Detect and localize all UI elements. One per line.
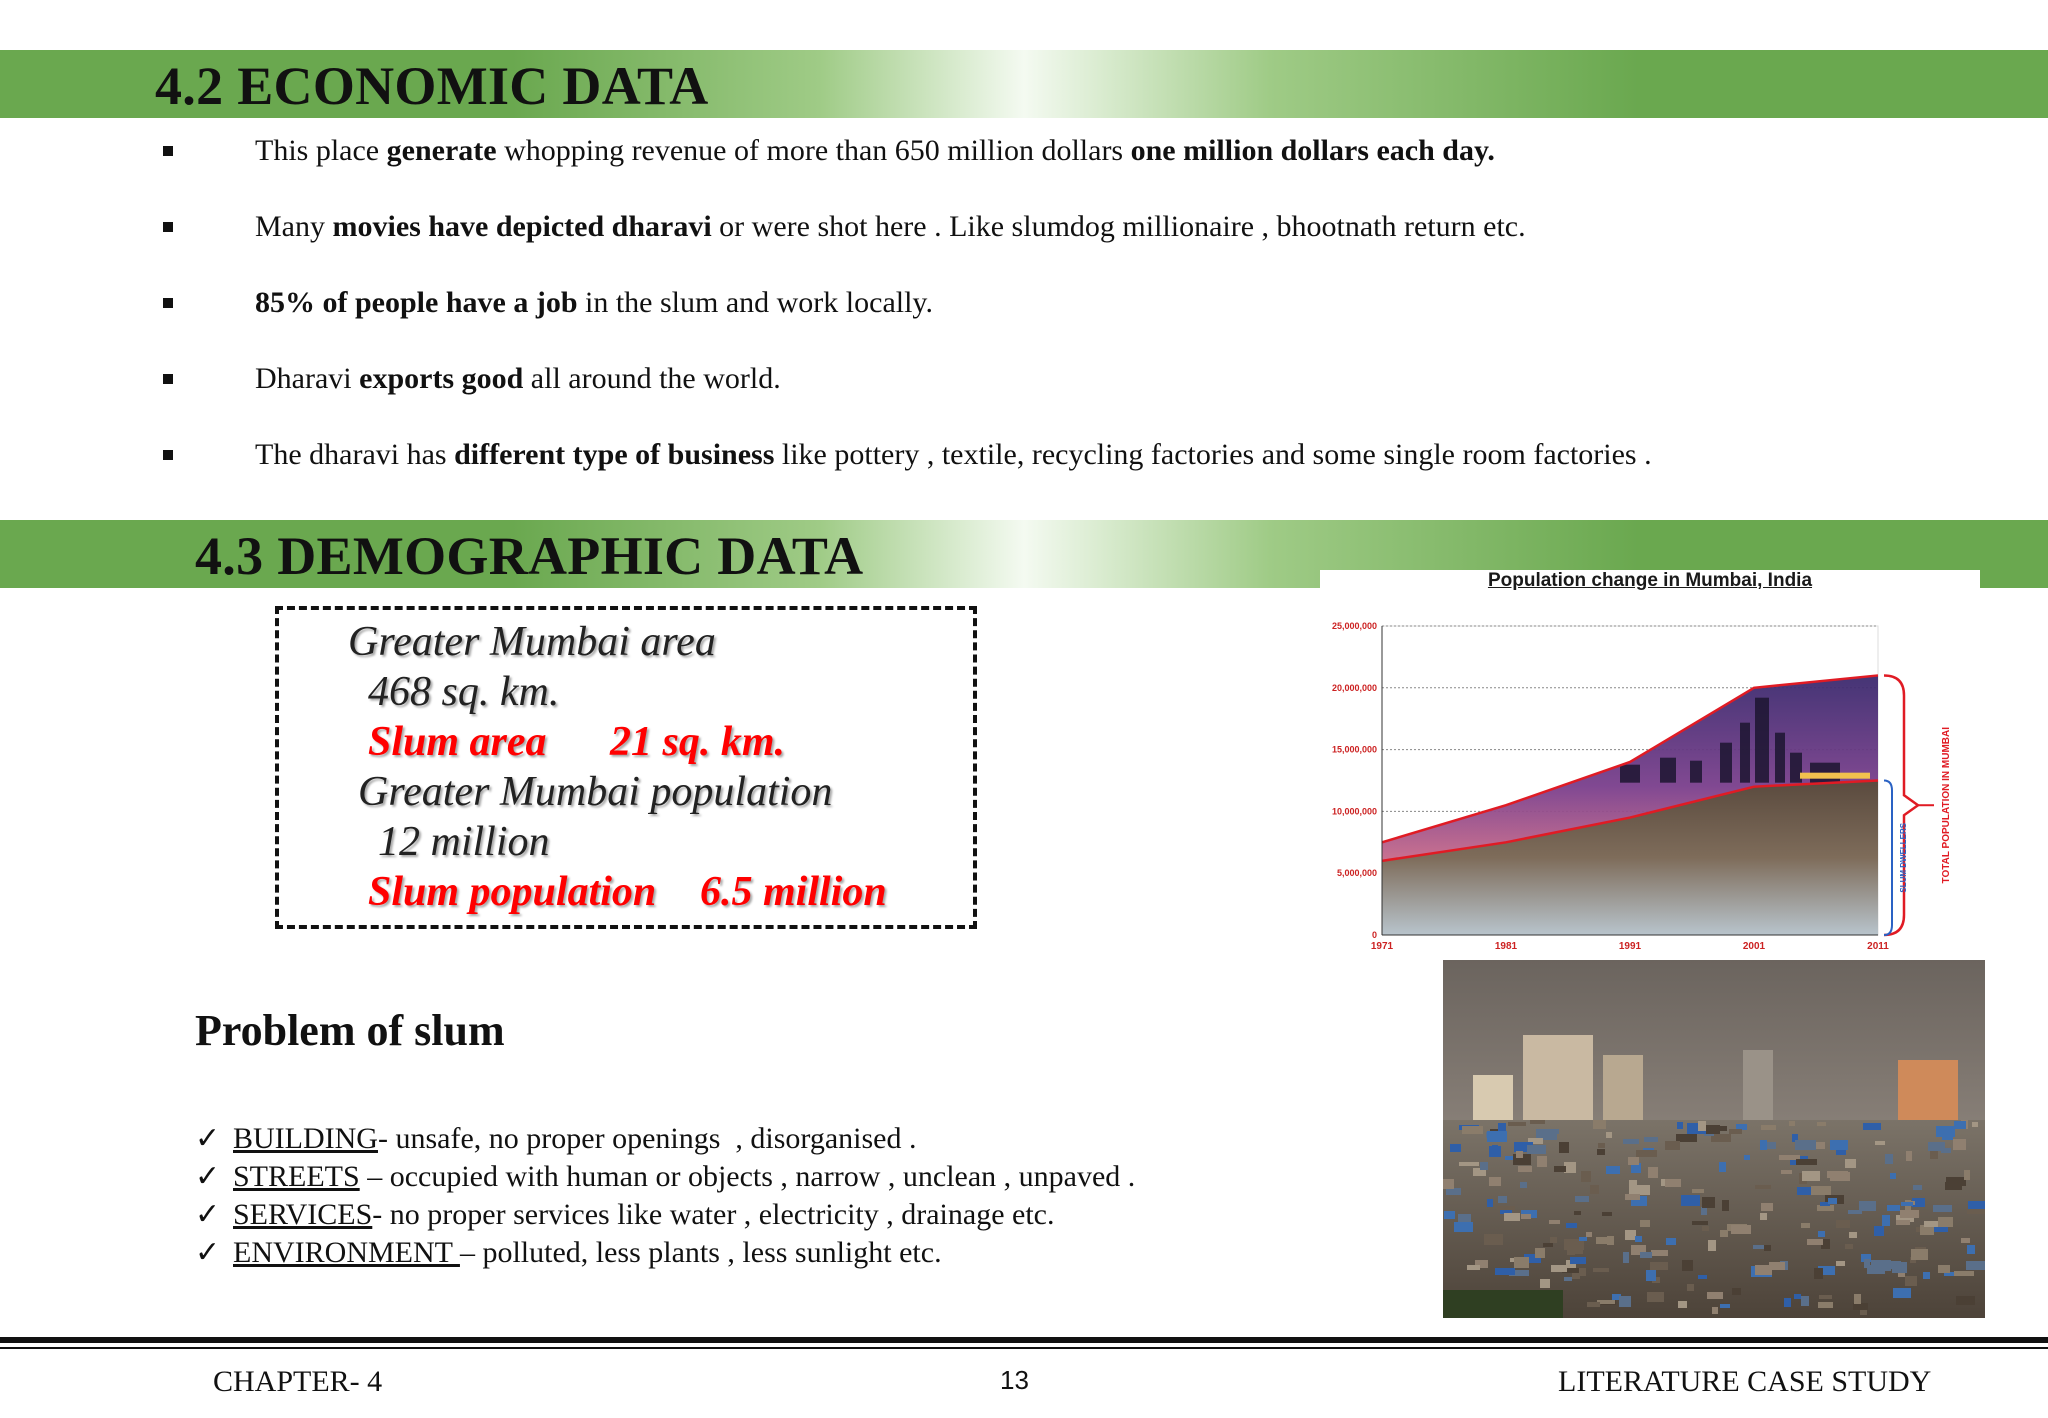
- roof-patch: [1707, 1292, 1723, 1299]
- bullet-square-icon: [163, 450, 173, 460]
- problem-key: ENVIRONMENT: [233, 1236, 460, 1269]
- skyline-building: [1720, 743, 1732, 783]
- roof-patch: [1712, 1307, 1718, 1314]
- greater-mumbai-population-value: 12 million: [378, 819, 550, 865]
- roof-patch: [1761, 1125, 1776, 1130]
- list-item: [195, 1234, 1135, 1272]
- roof-patch: [1864, 1259, 1870, 1268]
- x-tick-label: 2001: [1742, 941, 1766, 952]
- bullet-square-icon: [163, 298, 173, 308]
- roof-patch: [1764, 1245, 1771, 1251]
- roof-patch: [1665, 1141, 1680, 1150]
- problem-text: - unsafe, no proper openings , disorganised .: [377, 1122, 917, 1155]
- roof-patch: [1665, 1179, 1681, 1187]
- roof-patch: [1625, 1194, 1640, 1200]
- checkmark-icon: ✓: [195, 1198, 221, 1231]
- problem-key: STREETS: [233, 1160, 360, 1193]
- roof-patch: [1817, 1122, 1826, 1126]
- page-number: 13: [1000, 1365, 1029, 1395]
- roof-patch: [1570, 1257, 1586, 1264]
- roof-patch: [1836, 1220, 1850, 1228]
- roof-patch: [1678, 1301, 1687, 1308]
- checkmark-icon: ✓: [195, 1122, 221, 1155]
- roof-patch: [1827, 1171, 1848, 1178]
- series-label-slum: SLUM DWELLERS: [1899, 822, 1908, 893]
- bullet-run: like pottery , textile, recycling factories and some single room factories .: [774, 438, 1652, 471]
- roof-patch: [1597, 1149, 1605, 1155]
- roof-patch: [1760, 1140, 1767, 1150]
- roof-patch: [1945, 1182, 1962, 1190]
- roof-patch: [1623, 1139, 1639, 1144]
- roof-patch: [1796, 1159, 1817, 1165]
- footer-chapter: CHAPTER- 4: [213, 1365, 383, 1398]
- roof-patch: [1731, 1225, 1751, 1234]
- bullet-run: whopping revenue of more than 650 million dollars: [496, 134, 1131, 167]
- roof-patch: [1462, 1126, 1483, 1134]
- roof-patch: [1898, 1273, 1905, 1277]
- roof-patch: [1554, 1166, 1566, 1172]
- roof-patch: [1848, 1210, 1862, 1214]
- slum-population-value: 6.5 million: [700, 869, 887, 915]
- roof-patch: [1732, 1288, 1741, 1295]
- roof-patch: [1913, 1185, 1922, 1190]
- roof-patch: [1954, 1121, 1966, 1129]
- slum-area-value: 21 sq. km.: [610, 719, 786, 765]
- bullet-text: [195, 278, 933, 328]
- bullet-square-icon: [163, 222, 173, 232]
- bullet-run: Many: [255, 210, 333, 243]
- slum-aerial-illustration: [1443, 960, 1985, 1318]
- section-title-demographic: 4.3 DEMOGRAPHIC DATA: [195, 526, 864, 586]
- roof-patch: [1572, 1273, 1580, 1279]
- bullet-run: This place: [255, 134, 387, 167]
- roof-patch: [1623, 1252, 1629, 1263]
- bullet-run: in the slum and work locally.: [577, 286, 933, 319]
- y-tick-label: 5,000,000: [1336, 868, 1377, 879]
- roof-patch: [1516, 1151, 1523, 1158]
- roof-patch: [1801, 1223, 1810, 1228]
- roof-patch: [1828, 1198, 1837, 1204]
- x-tick-label: 2011: [1867, 941, 1889, 952]
- bullet-run: Dharavi: [255, 362, 360, 395]
- bullet-run: The dharavi has: [255, 438, 455, 471]
- roof-patch: [1692, 1221, 1708, 1225]
- roof-patch: [1446, 1188, 1461, 1195]
- problem-list: [195, 1120, 1135, 1272]
- roof-patch: [1900, 1210, 1919, 1218]
- roof-patch: [1517, 1262, 1528, 1266]
- roof-patch: [1911, 1249, 1928, 1260]
- roof-patch: [1537, 1156, 1547, 1167]
- list-item: [195, 1120, 1135, 1158]
- roof-patch: [1640, 1252, 1652, 1258]
- roof-patch: [1698, 1275, 1707, 1279]
- roof-patch: [1650, 1262, 1668, 1270]
- roof-patch: [1845, 1244, 1853, 1249]
- roof-patch: [1722, 1200, 1729, 1211]
- bullet-emphasis: one million dollars each day.: [1130, 134, 1495, 167]
- roof-patch: [1784, 1298, 1791, 1307]
- roof-patch: [1504, 1213, 1520, 1221]
- roof-patch: [1836, 1261, 1845, 1266]
- roof-patch: [1587, 1302, 1600, 1307]
- roof-patch: [1729, 1129, 1742, 1134]
- roof-patch: [1647, 1292, 1664, 1302]
- roof-patch: [1968, 1201, 1985, 1209]
- roof-patch: [1701, 1207, 1707, 1215]
- roof-patch: [1606, 1166, 1620, 1174]
- series-label-total: TOTAL POPULATION IN MUMBAI: [1941, 726, 1952, 884]
- skyline-building: [1690, 761, 1702, 783]
- slum-aerial-photo: [1443, 960, 1985, 1318]
- footer-rule-thin: [0, 1347, 2048, 1349]
- chart-plot: [1320, 570, 1980, 955]
- roof-patch: [1818, 1302, 1833, 1308]
- roof-patch: [1885, 1154, 1893, 1164]
- roof-patch: [1797, 1187, 1811, 1195]
- roof-patch: [1938, 1217, 1953, 1227]
- roof-patch: [1581, 1171, 1591, 1182]
- roof-patch: [1896, 1220, 1910, 1225]
- skyline-building: [1740, 723, 1750, 783]
- bullet-emphasis: movies have depicted dharavi: [332, 210, 712, 243]
- roof-patch: [1845, 1159, 1856, 1168]
- roof-patch: [1593, 1120, 1606, 1129]
- roof-patch: [1941, 1148, 1951, 1153]
- roof-patch: [1566, 1223, 1577, 1228]
- roof-patch: [1874, 1226, 1884, 1236]
- roof-patch: [1646, 1270, 1656, 1281]
- roof-patch: [1854, 1294, 1861, 1304]
- roof-patch: [1508, 1122, 1526, 1126]
- roof-patch: [1467, 1265, 1480, 1270]
- bullet-text: [195, 126, 1495, 176]
- roof-patch: [1535, 1248, 1545, 1258]
- bullet-square-icon: [163, 374, 173, 384]
- problem-text: - no proper services like water , electricity , drainage etc.: [372, 1198, 1055, 1231]
- section-title-economic: 4.2 ECONOMIC DATA: [155, 56, 709, 116]
- roof-patch: [1527, 1145, 1546, 1154]
- roof-patch: [1702, 1226, 1709, 1231]
- roof-patch: [1677, 1122, 1683, 1129]
- roof-patch: [1579, 1237, 1587, 1241]
- roof-patch: [1789, 1121, 1795, 1126]
- economic-bullet-list: [195, 126, 1652, 506]
- chart-title: Population change in Mumbai, India: [1487, 570, 1813, 591]
- footer-section: LITERATURE CASE STUDY: [1558, 1365, 1932, 1398]
- roof-patch: [1930, 1151, 1938, 1159]
- roof-patch: [1795, 1140, 1816, 1150]
- problem-key: SERVICES: [233, 1198, 373, 1231]
- list-item: [195, 354, 1652, 430]
- roof-patch: [1849, 1232, 1857, 1238]
- total-population-brace: [1884, 675, 1918, 935]
- y-tick-label: 20,000,000: [1331, 682, 1377, 693]
- roof-patch: [1807, 1239, 1823, 1245]
- skyline-lights: [1800, 773, 1870, 779]
- roof-patch: [1574, 1243, 1583, 1254]
- slum-dwellers-brace: [1884, 781, 1892, 936]
- problem-key: BUILDING: [233, 1122, 378, 1155]
- roof-patch: [1933, 1205, 1952, 1212]
- roof-patch: [1497, 1206, 1515, 1210]
- roof-patch: [1596, 1237, 1610, 1244]
- roof-patch: [1530, 1120, 1545, 1124]
- bullet-emphasis: 85% of people have a job: [255, 286, 578, 319]
- roof-patch: [1443, 1179, 1454, 1189]
- roof-patch: [1794, 1294, 1801, 1299]
- y-tick-label: 10,000,000: [1331, 806, 1377, 817]
- slum-population-label: Slum population: [368, 869, 657, 915]
- roof-patch: [1459, 1162, 1479, 1166]
- list-item: [195, 1196, 1135, 1234]
- skyline-building: [1775, 733, 1785, 783]
- roof-patch: [1781, 1170, 1792, 1174]
- roof-patch: [1967, 1245, 1975, 1254]
- list-item: [195, 202, 1652, 278]
- problem-heading: Problem of slum: [195, 1006, 505, 1055]
- roof-patch: [1875, 1141, 1885, 1145]
- bullet-square-icon: [163, 146, 173, 156]
- roof-patch: [1887, 1205, 1900, 1211]
- roof-patch: [1681, 1195, 1700, 1206]
- y-tick-label: 25,000,000: [1331, 621, 1377, 631]
- checkmark-icon: ✓: [195, 1160, 221, 1193]
- roof-patch: [1682, 1260, 1693, 1271]
- roof-patch: [1966, 1261, 1985, 1270]
- population-chart: [1320, 570, 1980, 955]
- roof-patch: [1651, 1250, 1668, 1256]
- roof-patch: [1487, 1131, 1507, 1142]
- roof-patch: [1830, 1140, 1848, 1150]
- roof-patch: [1702, 1197, 1715, 1208]
- x-tick-label: 1981: [1494, 941, 1518, 952]
- roof-patch: [1450, 1144, 1461, 1152]
- skyline-building: [1620, 765, 1640, 783]
- roof-patch: [1574, 1211, 1581, 1215]
- greater-mumbai-population-label: Greater Mumbai population: [358, 769, 833, 815]
- list-item: [195, 126, 1652, 202]
- bullet-run: or were shot here . Like slumdog millionaire , bhootnath return etc.: [711, 210, 1526, 243]
- y-tick-label: 15,000,000: [1331, 744, 1377, 755]
- roof-patch: [1769, 1262, 1785, 1270]
- roof-patch: [1801, 1296, 1809, 1306]
- roof-patch: [1863, 1123, 1881, 1130]
- roof-patch: [1859, 1201, 1876, 1211]
- roof-patch: [1518, 1166, 1532, 1172]
- roof-patch: [1484, 1234, 1503, 1245]
- footer-rule: [0, 1337, 2048, 1343]
- roof-patch: [1550, 1237, 1557, 1243]
- roof-patch: [1489, 1177, 1501, 1186]
- roof-patch: [1666, 1238, 1676, 1245]
- roof-patch: [1755, 1185, 1771, 1189]
- skyline-building: [1660, 758, 1676, 783]
- bullet-emphasis: exports good: [359, 362, 524, 395]
- roof-patch: [1575, 1196, 1589, 1202]
- x-tick-label: 1971: [1370, 941, 1394, 952]
- greater-mumbai-area-value: 468 sq. km.: [368, 669, 560, 715]
- bullet-text: [195, 202, 1526, 252]
- roof-patch: [1708, 1240, 1716, 1251]
- roof-patch: [1590, 1185, 1599, 1194]
- bullet-text: [195, 354, 781, 404]
- roof-patch: [1520, 1182, 1527, 1188]
- roof-patch: [1964, 1170, 1970, 1180]
- roof-patch: [1619, 1296, 1631, 1307]
- list-item: [195, 430, 1652, 506]
- roof-patch: [1454, 1222, 1473, 1232]
- roof-patch: [1956, 1296, 1975, 1305]
- roof-patch: [1636, 1150, 1657, 1157]
- roof-patch: [1498, 1196, 1507, 1203]
- roof-patch: [1698, 1121, 1706, 1131]
- list-item: [195, 1158, 1135, 1196]
- roof-patch: [1492, 1145, 1498, 1154]
- roof-patch: [1564, 1277, 1572, 1281]
- roof-patch: [1648, 1167, 1658, 1178]
- roof-patch: [1487, 1199, 1493, 1207]
- roof-patch: [1635, 1236, 1642, 1242]
- roof-patch: [1628, 1157, 1639, 1165]
- roof-patch: [1938, 1265, 1950, 1273]
- roof-patch: [1606, 1132, 1612, 1138]
- roof-patch: [1644, 1137, 1658, 1142]
- roof-patch: [1602, 1212, 1612, 1216]
- roof-patch: [1521, 1214, 1531, 1219]
- roof-patch: [1543, 1243, 1553, 1247]
- roof-patch: [1593, 1268, 1609, 1272]
- roof-patch: [1818, 1231, 1825, 1237]
- bullet-run: all around the world.: [523, 362, 781, 395]
- roof-patch: [1705, 1125, 1720, 1134]
- bullet-emphasis: generate: [386, 134, 497, 167]
- roof-patch: [1893, 1288, 1911, 1298]
- roof-patch: [1640, 1220, 1650, 1227]
- roof-patch: [1890, 1173, 1896, 1179]
- roof-patch: [1539, 1129, 1559, 1134]
- roof-patch: [1905, 1276, 1917, 1286]
- roof-patch: [1802, 1171, 1820, 1181]
- slum-area-label: Slum area: [368, 719, 547, 765]
- roof-patch: [1766, 1142, 1776, 1149]
- roof-patch: [1495, 1268, 1515, 1275]
- roof-patch: [1761, 1203, 1773, 1211]
- roof-patch: [1480, 1162, 1488, 1170]
- problem-text: – occupied with human or objects , narrow , unclean , unpaved .: [359, 1160, 1136, 1193]
- checkmark-icon: ✓: [195, 1236, 221, 1269]
- roof-patch: [1936, 1126, 1955, 1137]
- bullet-text: [195, 430, 1652, 480]
- roof-patch: [1811, 1186, 1831, 1195]
- roof-patch: [1549, 1220, 1560, 1224]
- roof-patch: [1906, 1151, 1912, 1161]
- y-tick-label: 0: [1371, 930, 1377, 940]
- roof-patch: [1814, 1268, 1823, 1279]
- roof-patch: [1760, 1213, 1767, 1220]
- roof-patch: [1901, 1202, 1913, 1206]
- roof-patch: [1954, 1271, 1974, 1276]
- greater-mumbai-area-label: Greater Mumbai area: [348, 619, 716, 665]
- x-tick-label: 1991: [1618, 941, 1642, 952]
- bullet-emphasis: different type of business: [454, 438, 775, 471]
- roof-patch: [1629, 1185, 1650, 1195]
- roof-patch: [1625, 1230, 1636, 1240]
- roof-patch: [1744, 1155, 1750, 1160]
- roof-patch: [1586, 1232, 1592, 1237]
- roof-patch: [1871, 1260, 1891, 1271]
- roof-patch: [1559, 1142, 1569, 1153]
- skyline-building: [1755, 698, 1769, 783]
- roof-patch: [1444, 1211, 1455, 1219]
- roof-patch: [1853, 1303, 1868, 1310]
- list-item: [195, 278, 1652, 354]
- roof-patch: [1687, 1284, 1694, 1291]
- roof-patch: [1458, 1214, 1471, 1222]
- roof-patch: [1923, 1272, 1930, 1279]
- roof-patch: [1819, 1295, 1832, 1299]
- roof-patch: [1720, 1230, 1728, 1237]
- roof-patch: [1953, 1139, 1966, 1150]
- roof-patch: [1692, 1189, 1704, 1193]
- roof-patch: [1719, 1162, 1726, 1172]
- problem-text: – polluted, less plants , less sunlight etc.: [459, 1236, 942, 1269]
- roof-patch: [1598, 1143, 1605, 1148]
- roof-patch: [1676, 1134, 1697, 1142]
- roof-patch: [1551, 1265, 1567, 1272]
- roof-patch: [1720, 1304, 1730, 1308]
- roof-patch: [1540, 1279, 1550, 1288]
- roof-patch: [1882, 1215, 1890, 1226]
- roof-patch: [1972, 1122, 1978, 1127]
- roof-patch: [1961, 1238, 1970, 1243]
